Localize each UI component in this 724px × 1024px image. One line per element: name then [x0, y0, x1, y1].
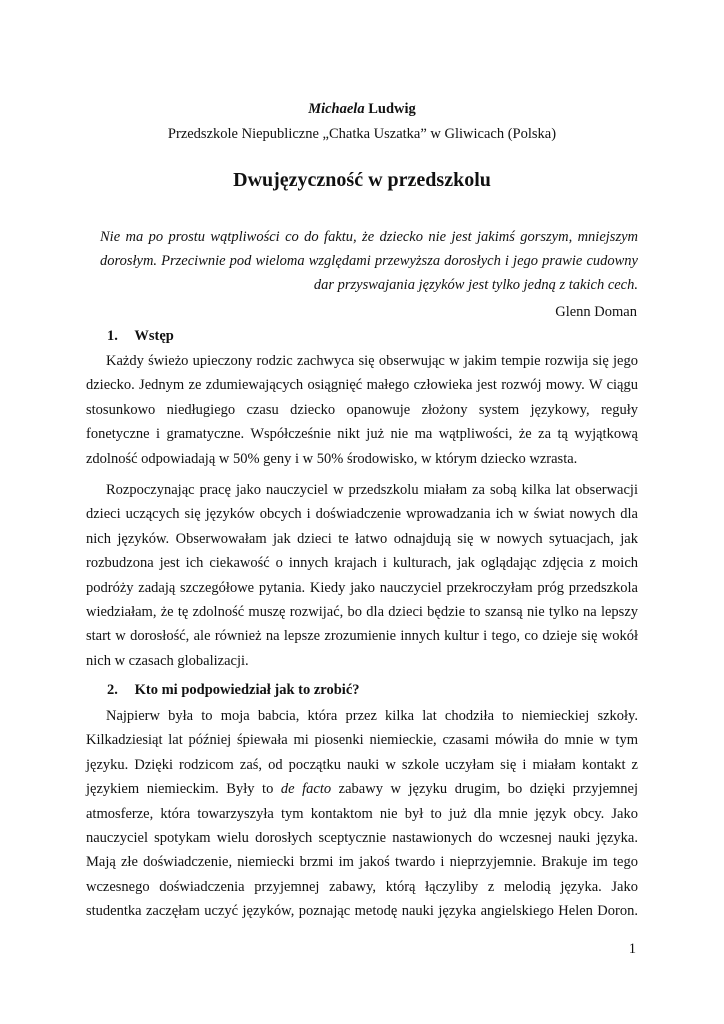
text-line: nich w czasach globalizacji. [86, 652, 249, 669]
author-first-name: Michaela [308, 101, 365, 117]
text-run: zabawy w języku drugim, bo dzięki przyjemnej [331, 781, 639, 798]
document-title: Dwujęzyczność w przedszkolu [233, 169, 491, 191]
text-line: zdolność odpowiadają w 50% geny i w 50% środowisko, w którym dziecko wzrasta. [86, 450, 578, 467]
author-last-name: Ludwig [368, 101, 416, 117]
text-line: Każdy świeżo upieczony rodzic zachwyca się obserwując w jakim tempie rozwija się jego [106, 353, 638, 369]
text-line: języku. Dzięki rodzicom zaś, od początku nauki w szkole uczyłam się i miałam kontakt z [86, 756, 638, 773]
epigraph-line: dar przyswajania języków jest tylko jedną z takich cech. [313, 277, 638, 293]
text-line: start w dorosłość, ale również na lepsze zrozumienie innych kultur i tego, co dzieje się wokół [86, 628, 638, 645]
text-line [86, 777, 638, 801]
text-line: wiedziałam, że tę zdolność muszę rozwijać, bo dla dzieci będzie to szansą nie tylko na lepszy [86, 604, 638, 621]
text-line: wczesnego doświadczenia przyjemnej zabawy, którą łączyliby z melodią języka. Jako [86, 878, 638, 895]
text-line: dzieci uczących się języków obcych i doświadczenie wprowadzania ich w świat nowych dla [86, 506, 638, 523]
text-line: rozbudzona jest ich ciekawość o innych krajach i kulturach, jak oglądając zdjęcia z moich [86, 555, 638, 572]
epigraph-line: Nie ma po prostu wątpliwości co do faktu, że dziecko nie jest jakimś gorszym, mniejszym [100, 229, 638, 245]
text-line: studentka zaczęłam uczyć języków, poznając metodę nauki języka angielskiego Helen Doron. [86, 903, 638, 920]
section-title: Kto mi podpowiedział jak to zrobić? [134, 682, 360, 698]
text-line: dziecko. Jednym ze zdumiewających osiągnięć małego człowieka jest rozwój mowy. W ciągu [86, 377, 638, 394]
author-affiliation: Przedszkole Niepubliczne „Chatka Uszatka” w Gliwicach (Polska) [167, 126, 557, 142]
author-line [0, 99, 724, 119]
text-line: stosunkowo niedługiego czasu dziecko opanowuje złożony system językowy, reguły [86, 401, 638, 418]
epigraph-author: Glenn Doman [555, 304, 637, 320]
epigraph-line: dorosłym. Przeciwnie pod wieloma względami przewyższa dorosłych i jego prawie cudowny [100, 253, 638, 269]
section-heading-2 [107, 678, 360, 702]
epigraph [100, 225, 638, 297]
section-heading-1 [107, 324, 174, 348]
paragraph-2-1 [86, 704, 638, 924]
text-line: fonetyczne i gramatyczne. Współcześnie nikt już nie ma wątpliwości, że za tą wyjątkową [86, 426, 638, 443]
text-line: nauczyciel spotykam wielu dorosłych sceptycznie nastawionych do wczesnej nauki języka. [86, 830, 638, 847]
paragraph-1-2 [86, 478, 638, 673]
text-line: podróży zadają szczegółowe pytania. Kiedy jako nauczyciel przekroczyłam próg przedszkola [86, 579, 638, 596]
text-line: atmosferze, która towarzyszyła tym kontaktom nie był to już dla mnie język obcy. Jako [86, 805, 638, 822]
section-number: 2. [107, 682, 118, 698]
section-title: Wstęp [134, 328, 174, 344]
italic-term: de facto [280, 781, 332, 798]
text-line: nich języków. Obserwowałam jak dzieci te łatwo odnajdują się w nowych sytuacjach, jak [86, 530, 638, 547]
text-line: Rozpoczynając pracę jako nauczyciel w przedszkolu miałam za sobą kilka lat obserwacji [106, 482, 638, 498]
paragraph-1-1 [86, 349, 638, 471]
text-line: Najpierw była to moja babcia, która przez kilka lat chodziła to niemieckiej szkoły. [106, 708, 638, 724]
text-line: Kilkadziesiąt lat później śpiewała mi piosenki niemieckie, czasami mówiła do mnie w tym [86, 732, 638, 749]
text-run: językiem niemieckim. Były to [86, 781, 281, 798]
page-number: 1 [628, 941, 636, 957]
section-number: 1. [107, 328, 118, 344]
text-line: Mają złe doświadczenie, niemiecki brzmi im jakoś twardo i nieprzyjemnie. Brakuje im tego [86, 854, 638, 871]
